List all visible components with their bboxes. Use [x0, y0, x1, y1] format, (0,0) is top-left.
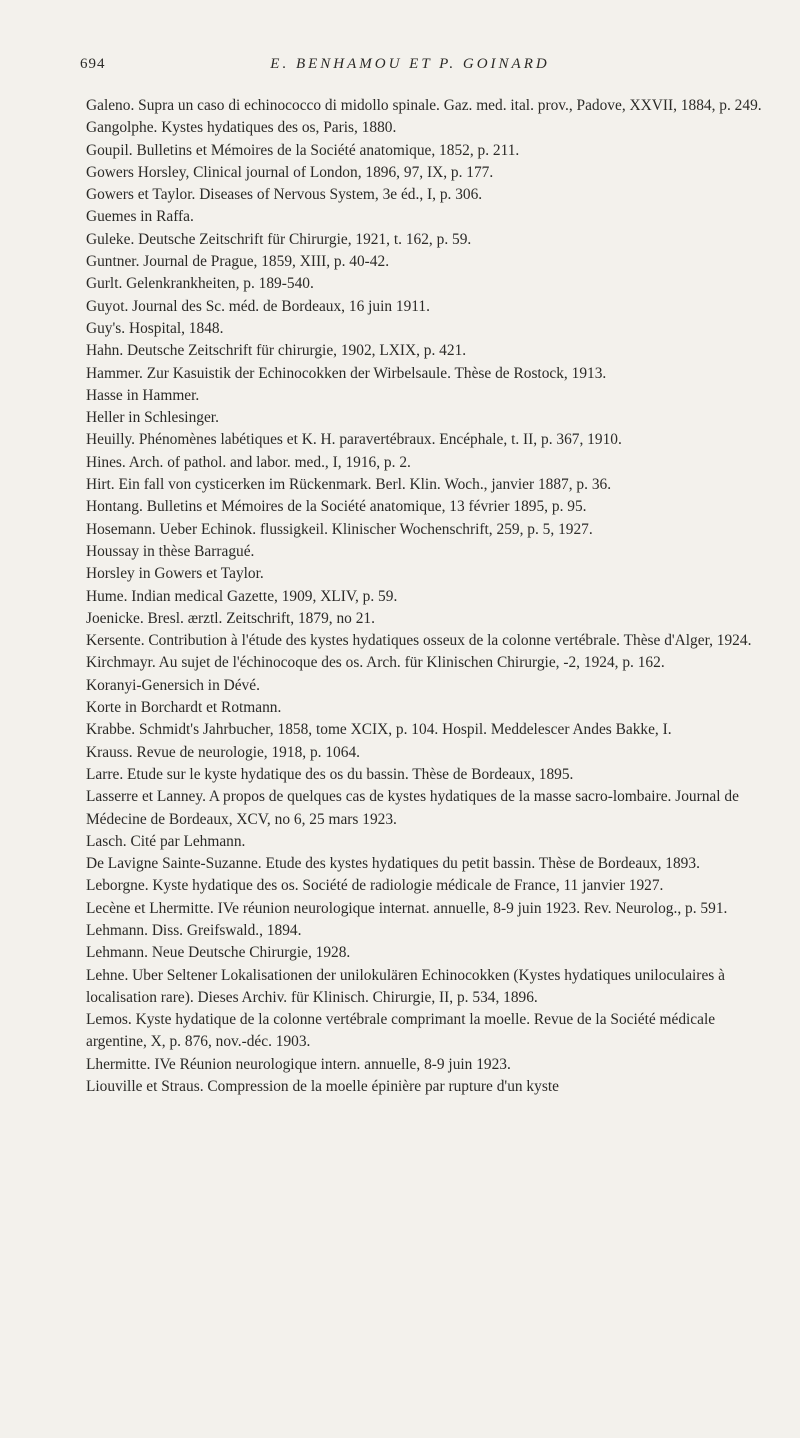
page-header	[80, 56, 740, 80]
bibliography-entry: Lehmann. Diss. Greifswald., 1894.	[86, 921, 302, 939]
bibliography-entry: Lasserre et Lanney. A propos de quelques cas de kystes hydatiques de la masse sacro-lombaire. Journal de Médecine de Bordeaux, XCV, no 6, 25 mars 1923.	[86, 788, 739, 828]
bibliography-entry: Hasse in Hammer.	[86, 386, 200, 404]
bibliography-entry: Guntner. Journal de Prague, 1859, XIII, p. 40-42.	[86, 253, 390, 271]
bibliography-entry: Heuilly. Phénomènes labétiques et K. H. paravertébraux. Encéphale, t. II, p. 367, 1910.	[86, 431, 622, 449]
bibliography-entry: Gowers et Taylor. Diseases of Nervous System, 3e éd., I, p. 306.	[86, 186, 483, 204]
bibliography-entry: Hume. Indian medical Gazette, 1909, XLIV, p. 59.	[86, 587, 398, 605]
bibliography-entry: Guemes in Raffa.	[86, 208, 194, 226]
bibliography-list	[86, 95, 776, 1098]
bibliography-entry: Larre. Etude sur le kyste hydatique des os du bassin. Thèse de Bordeaux, 1895.	[86, 765, 574, 783]
bibliography-entry: De Lavigne Sainte-Suzanne. Etude des kystes hydatiques du petit bassin. Thèse de Bordeaux, 1893.	[86, 855, 700, 873]
bibliography-entry: Lemos. Kyste hydatique de la colonne vertébrale comprimant la moelle. Revue de la Société médicale argentine, X, p. 876, nov.-déc. 1903.	[86, 1011, 716, 1051]
bibliography-entry: Hahn. Deutsche Zeitschrift für chirurgie, 1902, LXIX, p. 421.	[86, 342, 467, 360]
bibliography-entry: Leborgne. Kyste hydatique des os. Société de radiologie médicale de France, 11 janvier 1927.	[86, 877, 664, 895]
bibliography-entry: Gurlt. Gelenkrankheiten, p. 189-540.	[86, 275, 314, 293]
bibliography-entry: Lehmann. Neue Deutsche Chirurgie, 1928.	[86, 944, 351, 962]
bibliography-entry: Krauss. Revue de neurologie, 1918, p. 1064.	[86, 743, 360, 761]
bibliography-entry: Hontang. Bulletins et Mémoires de la Société anatomique, 13 février 1895, p. 95.	[86, 498, 587, 516]
bibliography-entry: Koranyi-Genersich in Dévé.	[86, 676, 260, 694]
bibliography-entry: Guleke. Deutsche Zeitschrift für Chirurgie, 1921, t. 162, p. 59.	[86, 230, 472, 248]
bibliography-entry: Kirchmayr. Au sujet de l'échinocoque des os. Arch. für Klinischen Chirurgie, -2, 1924, p. 162.	[86, 654, 665, 672]
bibliography-entry: Galeno. Supra un caso di echinococco di midollo spinale. Gaz. med. ital. prov., Padove, XXVII, 1884, p. 249.	[86, 97, 762, 114]
bibliography-entry: Krabbe. Schmidt's Jahrbucher, 1858, tome XCIX, p. 104. Hospil. Meddelescer Andes Bakke, I.	[86, 721, 672, 739]
bibliography-entry: Lecène et Lhermitte. IVe réunion neurologique internat. annuelle, 8-9 juin 1923. Rev. Neurolog., p. 591.	[86, 899, 728, 917]
bibliography-entry: Korte in Borchardt et Rotmann.	[86, 699, 282, 717]
bibliography-entry: Liouville et Straus. Compression de la moelle épinière par rupture d'un kyste	[86, 1078, 559, 1096]
bibliography-entry: Hammer. Zur Kasuistik der Echinocokken der Wirbelsaule. Thèse de Rostock, 1913.	[86, 364, 607, 382]
bibliography-entry: Guyot. Journal des Sc. méd. de Bordeaux, 16 juin 1911.	[86, 297, 430, 315]
bibliography-entry: Hines. Arch. of pathol. and labor. med., I, 1916, p. 2.	[86, 453, 411, 471]
bibliography-entry: Lhermitte. IVe Réunion neurologique intern. annuelle, 8-9 juin 1923.	[86, 1055, 511, 1073]
bibliography-entry: Hosemann. Ueber Echinok. flussigkeil. Klinischer Wochenschrift, 259, p. 5, 1927.	[86, 520, 593, 538]
bibliography-entry: Gowers Horsley, Clinical journal of London, 1896, 97, IX, p. 177.	[86, 163, 494, 181]
bibliography-entry: Lehne. Uber Seltener Lokalisationen der unilokulären Echinocokken (Kystes hydatiques uniloculaires à localisation rare). Dieses Archiv. für Klinisch. Chirurgie, II, p. 534, 1896.	[86, 966, 725, 1006]
bibliography-entry: Kersente. Contribution à l'étude des kystes hydatiques osseux de la colonne vertébrale. Thèse d'Alger, 1924.	[86, 632, 752, 650]
bibliography-entry: Hirt. Ein fall von cysticerken im Rückenmark. Berl. Klin. Woch., janvier 1887, p. 36.	[86, 476, 612, 494]
bibliography-entry: Joenicke. Bresl. ærztl. Zeitschrift, 1879, no 21.	[86, 609, 375, 627]
bibliography-entry: Houssay in thèse Barragué.	[86, 542, 255, 560]
running-head: E. BENHAMOU ET P. GOINARD	[270, 56, 550, 72]
bibliography-entry: Lasch. Cité par Lehmann.	[86, 832, 246, 850]
bibliography-entry: Gangolphe. Kystes hydatiques des os, Paris, 1880.	[86, 119, 397, 137]
bibliography-entry: Heller in Schlesinger.	[86, 409, 219, 427]
bibliography-entry: Horsley in Gowers et Taylor.	[86, 565, 264, 583]
bibliography-entry: Goupil. Bulletins et Mémoires de la Société anatomique, 1852, p. 211.	[86, 141, 520, 159]
bibliography-entry: Guy's. Hospital, 1848.	[86, 319, 224, 337]
page-number: 694	[80, 56, 106, 72]
